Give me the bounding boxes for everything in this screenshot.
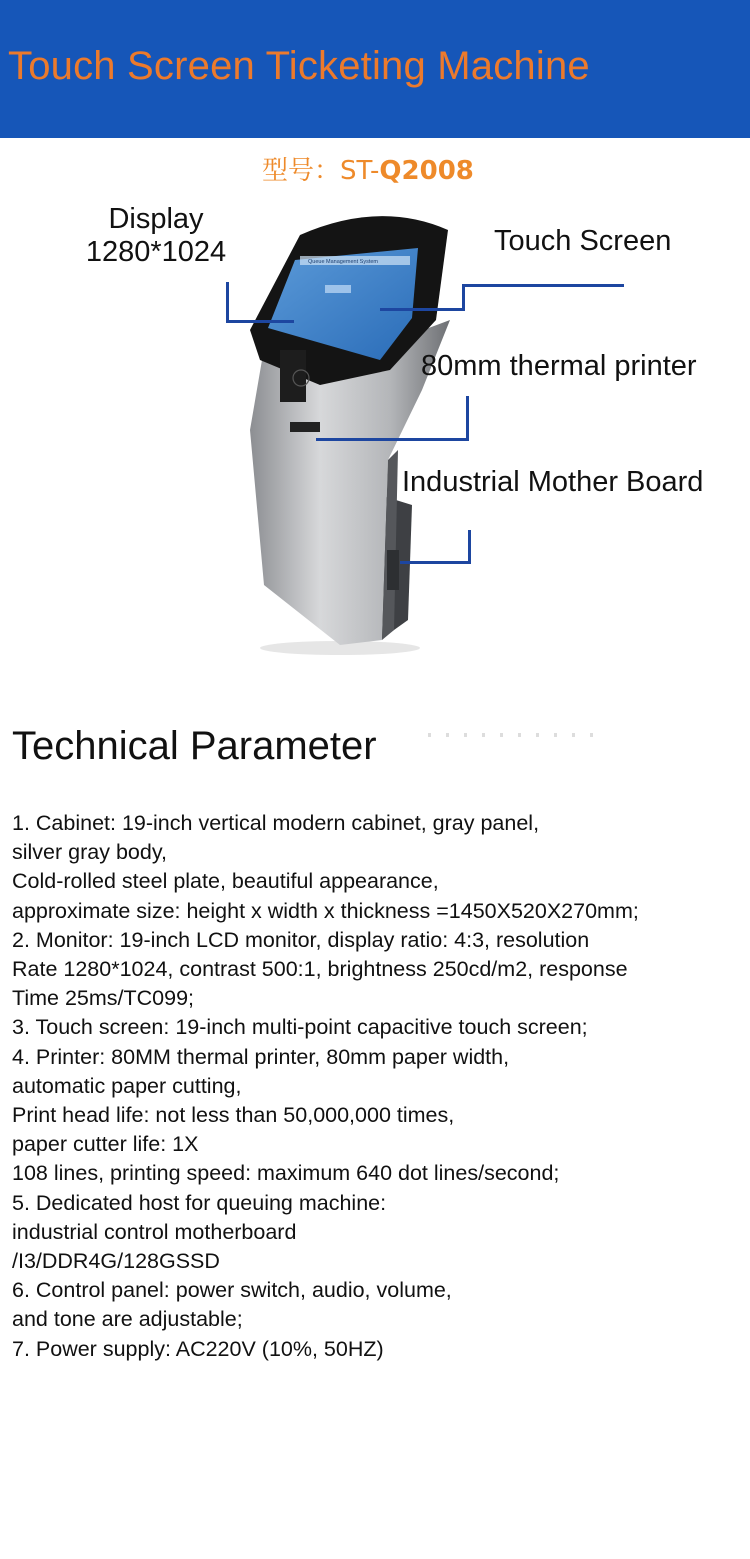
board-pointer-horizontal [400, 561, 471, 564]
header-banner [0, 0, 750, 138]
model-code: Q2008 [379, 156, 474, 186]
parameter-line: 3. Touch screen: 19-inch multi-point capacitive touch screen; [12, 1015, 588, 1040]
board-pointer-vertical [468, 530, 471, 564]
parameter-line: 1. Cabinet: 19-inch vertical modern cabinet, gray panel, [12, 811, 540, 835]
parameter-line: Rate 1280*1024, contrast 500:1, brightness 250cd/m2, response [12, 957, 628, 982]
touch-pointer-link [380, 308, 465, 311]
parameter-line: 6. Control panel: power switch, audio, volume, [12, 1278, 452, 1303]
kiosk-image [240, 200, 480, 660]
page-title: Touch Screen Ticketing Machine [8, 44, 590, 88]
parameter-line: industrial control motherboard [12, 1219, 297, 1244]
kiosk-screen-header: Queue Management System [308, 259, 379, 265]
model-number [262, 150, 474, 187]
parameter-line: automatic paper cutting, [12, 1073, 242, 1098]
display-callout [76, 203, 236, 269]
parameter-line: paper cutter life: 1X [12, 1132, 199, 1157]
parameter-line: 7. Power supply: AC220V (10%, 50HZ) [12, 1336, 384, 1361]
display-pointer-horizontal [226, 320, 294, 323]
printer-pointer-horizontal [316, 438, 469, 441]
parameter-line: silver gray body, [12, 840, 167, 865]
parameter-line: Print head life: not less than 50,000,000 times, [12, 1103, 455, 1128]
printer-callout: 80mm thermal printer [421, 350, 697, 382]
technical-parameter-list [12, 809, 747, 1364]
parameter-line: approximate size: height x width x thickness =1450X520X270mm; [12, 898, 639, 923]
printer-pointer-vertical [466, 396, 469, 440]
mother-board-callout: Industrial Mother Board [402, 466, 704, 498]
model-prefix: ST- [340, 156, 380, 186]
parameter-line: and tone are adjustable; [12, 1307, 243, 1332]
parameter-line: 5. Dedicated host for queuing machine: [12, 1190, 387, 1215]
display-pointer-vertical [226, 282, 229, 322]
parameter-line: 4. Printer: 80MM thermal printer, 80mm paper width, [12, 1044, 510, 1069]
parameter-line: /I3/DDR4G/128GSSD [12, 1249, 220, 1274]
technical-parameter-heading: Technical Parameter [12, 724, 377, 768]
touch-screen-callout: Touch Screen [494, 225, 672, 257]
display-callout-resolution: 1280*1024 [85, 236, 227, 268]
parameter-line: 2. Monitor: 19-inch LCD monitor, display ratio: 4:3, resolution [12, 927, 590, 952]
touch-pointer-horizontal [462, 284, 624, 287]
model-label: 型号： [262, 156, 341, 186]
display-callout-title: Display [108, 203, 204, 235]
divider-dots [428, 733, 598, 737]
parameter-line: Time 25ms/TC099; [12, 986, 195, 1011]
parameter-line: Cold-rolled steel plate, beautiful appearance, [12, 869, 439, 894]
touch-pointer-vertical [462, 284, 465, 310]
parameter-line: 108 lines, printing speed: maximum 640 dot lines/second; [12, 1161, 560, 1186]
